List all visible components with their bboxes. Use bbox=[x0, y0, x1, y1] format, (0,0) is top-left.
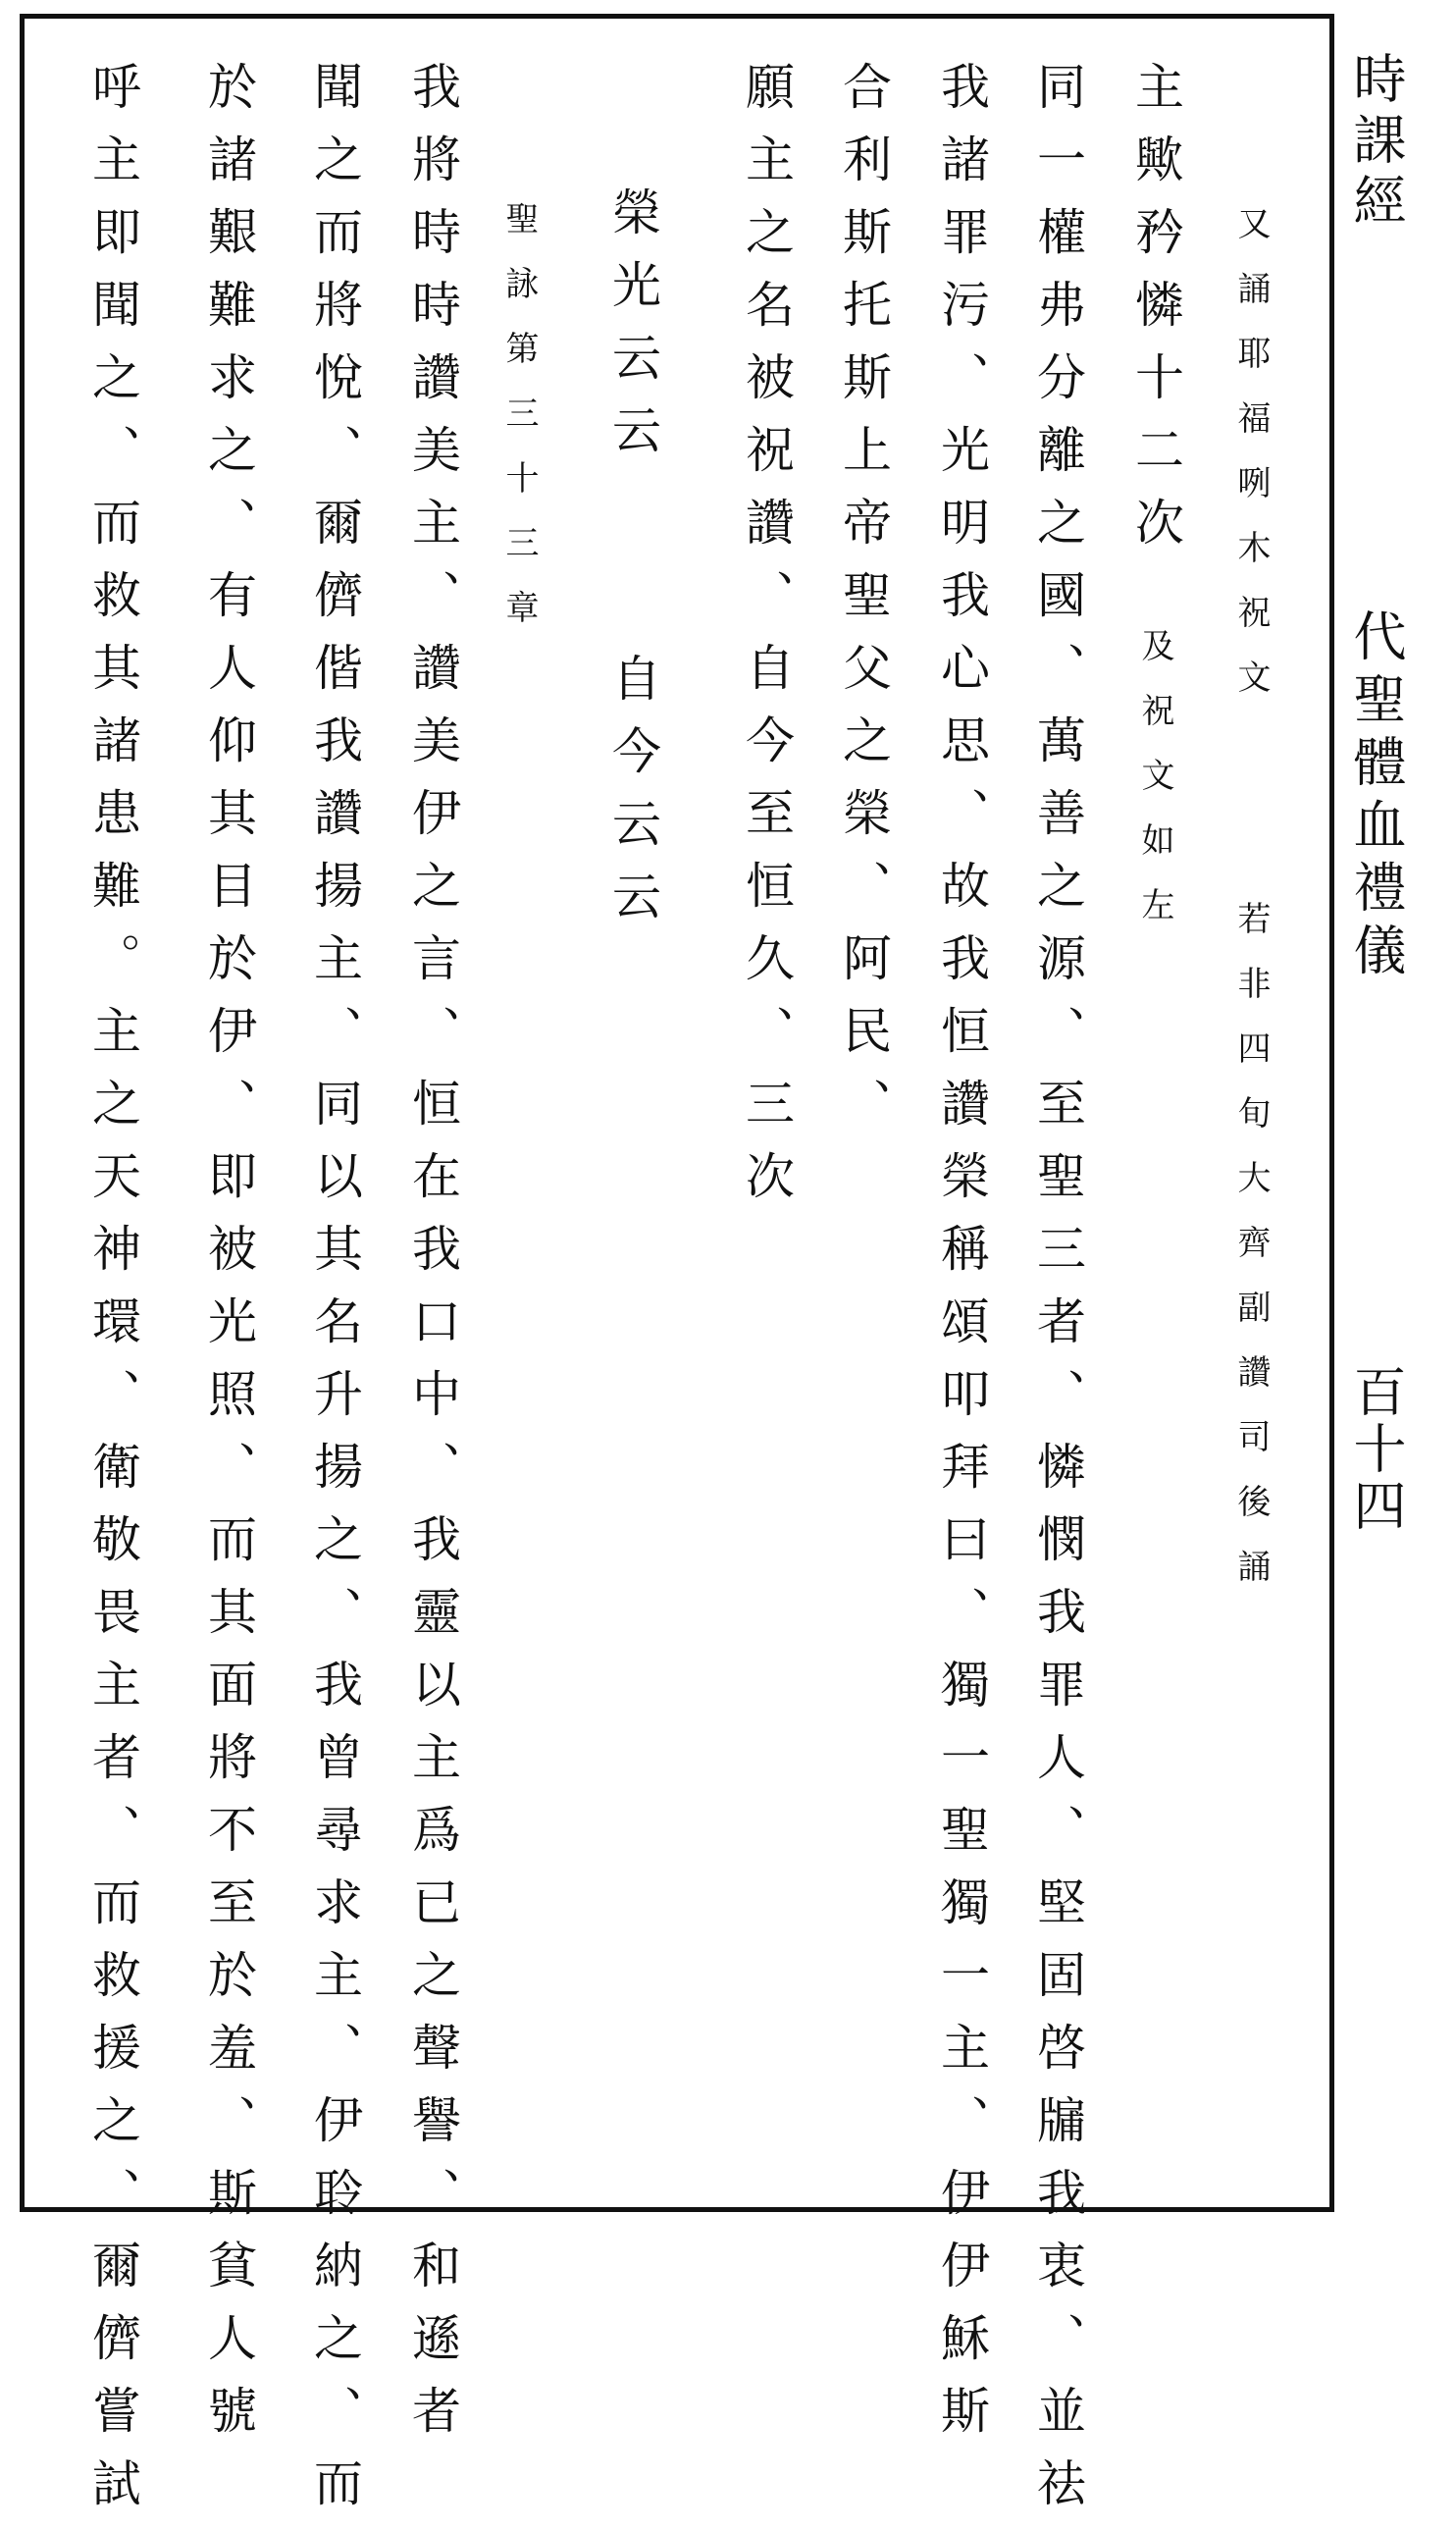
rubric-note: 若非四旬大齊副讚司後誦 bbox=[1231, 901, 1271, 1613]
doxology-glory: 榮光云云 bbox=[604, 186, 661, 477]
rubric-heading: 又誦耶福咧木祝文 bbox=[1231, 206, 1271, 724]
section-title: 代聖體血禮儀 bbox=[1345, 608, 1407, 985]
text-column: 合利斯托斯上帝聖父之榮、阿民、 bbox=[835, 61, 892, 1150]
text-column: 主歟矜憐十二次 bbox=[1127, 61, 1184, 569]
text-column: 聞之而將悅、爾儕偕我讚揚主、同以其名升揚之、我曾尋求主、伊聆納之、而 bbox=[306, 61, 363, 2530]
psalm-heading: 聖詠第三十三章 bbox=[499, 201, 539, 655]
text-column: 於諸艱難求之、有人仰其目於伊、即被光照、而其面將不至於羞、斯貧人號 bbox=[200, 61, 257, 2457]
text-column: 我諸罪污、光明我心思、故我恒讚榮稱頌叩拜曰、獨一聖獨一主、伊伊穌斯 bbox=[933, 61, 990, 2457]
text-column: 同一權弗分離之國、萬善之源、至聖三者、憐憫我罪人、堅固啓牖我衷、並祛 bbox=[1029, 61, 1086, 2530]
doxology-now: 自今云云 bbox=[604, 653, 661, 943]
text-column: 呼主即聞之、而救其諸患難。主之天神環、衛敬畏主者、而救援之、爾儕嘗試 bbox=[84, 61, 141, 2530]
text-column: 願主之名被祝讚、自今至恒久、三次 bbox=[738, 61, 795, 1223]
book-title: 時課經 bbox=[1345, 51, 1407, 234]
rubric-inline: 及祝文如左 bbox=[1135, 628, 1174, 952]
text-column: 我將時時讚美主、讚美伊之言、恒在我口中、我靈以主爲已之聲譽、和遜者 bbox=[404, 61, 461, 2457]
page-number: 百十四 bbox=[1345, 1364, 1407, 1535]
